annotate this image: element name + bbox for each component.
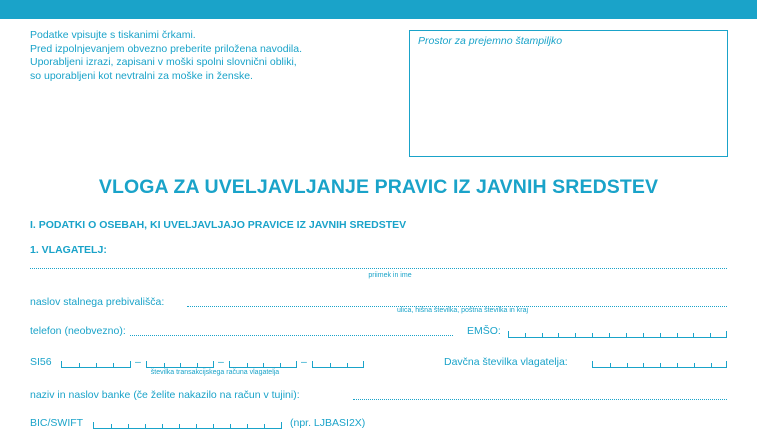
instruction-line: Pred izpolnjevanjem obvezno preberite priložena navodila. <box>30 42 303 55</box>
iban-hint: številka transakcijskega računa vlagatelja <box>150 369 280 376</box>
bank-field[interactable] <box>353 399 727 400</box>
iban-boxes-4[interactable] <box>312 361 364 368</box>
iban-separator: – <box>135 356 141 368</box>
tax-number-boxes[interactable] <box>592 361 727 368</box>
emso-label: EMŠO: <box>467 325 501 337</box>
stamp-label: Prostor za prejemno štampiljko <box>418 35 563 47</box>
iban-boxes-1[interactable] <box>61 361 131 368</box>
form-title: VLOGA ZA UVELJAVLJANJE PRAVIC IZ JAVNIH SREDSTEV <box>98 176 659 198</box>
instruction-line: Podatke vpisujte s tiskanimi črkami. <box>30 29 196 41</box>
section-heading: I. PODATKI O OSEBAH, KI UVELJAVLJAJO PRAVICE IZ JAVNIH SREDSTEV <box>30 219 407 231</box>
bank-label: naziv in naslov banke (če želite nakazilo na račun v tujini): <box>30 389 300 401</box>
phone-label: telefon (neobvezno): <box>30 325 126 337</box>
instruction-line: so uporabljeni kot nevtralni za moške in ženske. <box>30 69 253 82</box>
tax-number-label: Davčna številka vlagatelja: <box>444 356 568 368</box>
iban-separator: – <box>218 356 224 368</box>
bic-label: BIC/SWIFT <box>30 417 84 429</box>
iban-separator: – <box>301 356 307 368</box>
phone-field[interactable] <box>130 335 453 336</box>
iban-prefix: SI56 <box>30 356 52 368</box>
instruction-line: Uporabljeni izrazi, zapisani v moški spolni slovnični obliki, <box>30 56 297 68</box>
bic-example: (npr. LJBASI2X) <box>290 417 366 429</box>
subsection-heading: 1. VLAGATELJ: <box>30 244 107 256</box>
instructions-block <box>30 29 302 83</box>
address-label: naslov stalnega prebivališča: <box>30 296 165 308</box>
header-bar <box>0 0 757 19</box>
iban-boxes-2[interactable] <box>146 361 214 368</box>
name-field[interactable] <box>30 268 727 269</box>
iban-boxes-3[interactable] <box>229 361 297 368</box>
name-hint: priimek in ime <box>368 272 412 279</box>
address-hint: ulica, hišna številka, poštna številka in kraj <box>396 307 529 314</box>
stamp-box <box>409 30 728 157</box>
emso-boxes[interactable] <box>508 331 727 338</box>
bic-boxes[interactable] <box>93 422 282 429</box>
